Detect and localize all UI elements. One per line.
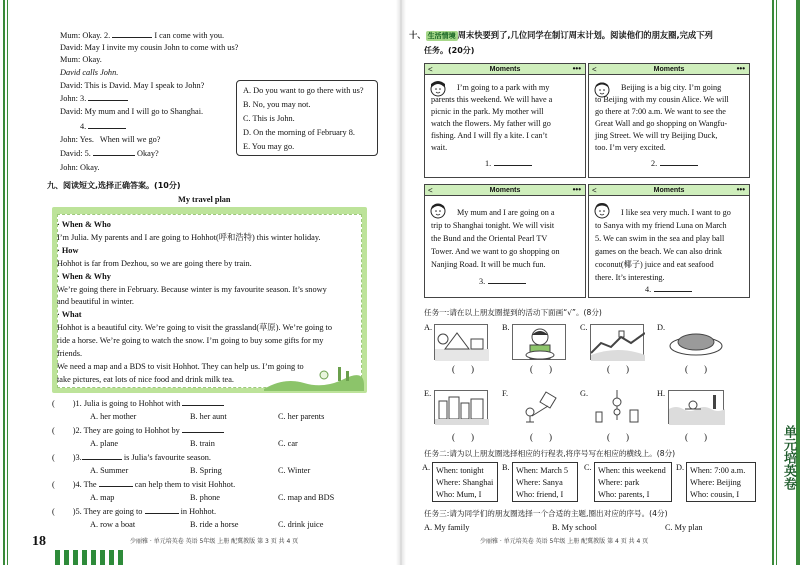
- theme-b[interactable]: B. My school: [552, 523, 597, 532]
- right-footer: 少丽雅 · 单元培英卷 英语 5年级 上册 配冀教版 第 4 页 共 4 页: [480, 538, 649, 545]
- q5-option-a: A. row a boat: [90, 520, 136, 529]
- plan-heading-what: · What: [57, 310, 82, 319]
- plan-text-3: We’re going there in February. Because winter is my favourite season. It’s snowy: [57, 285, 327, 294]
- question-1: ( )1. Julia is going to Hohhot with: [52, 398, 224, 409]
- plan-text-2: Hohhot is far from Dezhou, so we are going there by train.: [57, 259, 252, 268]
- plan-heading-when-who: · When & Who: [57, 220, 111, 229]
- more-icon[interactable]: •••: [736, 185, 745, 194]
- card-header: Moments: [489, 187, 521, 194]
- q2-option-c: C. car: [278, 439, 298, 448]
- itinerary-a-line-2: Where: Shanghai: [436, 478, 494, 487]
- itinerary-b-label: B.: [502, 463, 510, 472]
- back-icon[interactable]: <: [592, 65, 597, 74]
- card4-answer: 4.: [645, 284, 692, 296]
- answer-paren-a[interactable]: ( ): [452, 364, 474, 374]
- swimming-picture: [668, 390, 724, 424]
- q3-option-b: B. Spring: [190, 466, 222, 475]
- back-icon[interactable]: <: [592, 186, 597, 195]
- itinerary-a-label: A.: [422, 463, 431, 472]
- boy-avatar-icon: [429, 201, 447, 221]
- section10-title: 十、 生活情境 周末快要到了,几位同学在制订周末计划。阅读他们的朋友圈,完成下列: [409, 30, 713, 40]
- option-e: E. You may go.: [243, 142, 295, 151]
- itinerary-b-line-2: Where: Sanya: [516, 478, 563, 487]
- side-vertical-text: 单元培英卷: [781, 425, 796, 490]
- moments-card-1: [424, 63, 586, 178]
- back-icon[interactable]: <: [428, 65, 433, 74]
- page-number: 18: [32, 534, 46, 549]
- q2-option-b: B. train: [190, 439, 215, 448]
- great-wall-picture: [590, 324, 644, 360]
- answer-paren-h[interactable]: ( ): [685, 432, 707, 442]
- card1-line-3: picnic in the park. My mother will: [431, 107, 544, 116]
- itinerary-c: [594, 462, 672, 502]
- itinerary-a-line-3: Who: Mum, I: [436, 490, 482, 499]
- plan-text-9: take pictures, eat lots of nice food and drink milk tea.: [57, 375, 234, 384]
- girl-avatar-icon: [593, 201, 611, 221]
- itinerary-c-line-3: Who: parents, I: [598, 490, 650, 499]
- task3-title: 任务三:请为同学们的朋友圈选择一个合适的主题,圈出对应的序号。(4分): [424, 509, 668, 518]
- card3-line-4: Tower. And we want to go shopping on: [431, 247, 560, 256]
- dialogue-line-1: Mum: Okay. 2. I can come with you.: [60, 31, 225, 40]
- answer-paren-g[interactable]: ( ): [607, 432, 629, 442]
- card-header: Moments: [489, 66, 521, 73]
- card2-line-1: Beijing is a big city. I’m going: [621, 83, 722, 92]
- card3-line-1: My mum and I are going on a: [457, 208, 555, 217]
- pic-label-h: H.: [657, 389, 666, 398]
- q5-option-c: C. drink juice: [278, 520, 324, 529]
- q4-option-b: B. phone: [190, 493, 220, 502]
- plan-text-7: friends.: [57, 349, 83, 358]
- card2-line-2: to Beijing with my cousin Alice. We will: [595, 95, 729, 104]
- more-icon[interactable]: •••: [736, 64, 745, 73]
- q3-option-c: C. Winter: [278, 466, 311, 475]
- task1-title: 任务一:请在以上朋友圈提到的活动下面画“√”。(8分): [424, 308, 602, 317]
- moments-card-3: [424, 184, 586, 298]
- pic-label-b: B.: [502, 323, 510, 332]
- card1-line-2: parents this weekend. We will have a: [431, 95, 553, 104]
- card4-line-4: games on the beach. We can also drink: [595, 247, 722, 256]
- card-header: Moments: [653, 66, 685, 73]
- question-4: ( )4. The can help them to visit Hohhot.: [52, 480, 236, 489]
- bund-picture: [434, 390, 488, 424]
- picnic-picture: [434, 324, 488, 360]
- itinerary-c-line-2: Where: park: [598, 478, 640, 487]
- card-header: Moments: [653, 187, 685, 194]
- plan-text-1: I’m Julia. My parents and I are going to Hohhot(呼和浩特) this winter holiday.: [57, 233, 321, 242]
- pic-label-d: D.: [657, 323, 666, 332]
- pic-label-c: C.: [580, 323, 588, 332]
- left-footer: 少丽雅 · 单元培英卷 英语 5年级 上册 配冀教版 第 3 页 共 4 页: [130, 538, 299, 545]
- card3-line-2: trip to Shanghai tonight. We will visit: [431, 221, 555, 230]
- plan-text-8: We need a map and a BDS to visit Hohhot. They can help us. I’m going to: [57, 362, 304, 371]
- answer-paren-c[interactable]: ( ): [607, 364, 629, 374]
- dialogue-line-11: John: Okay.: [60, 163, 100, 172]
- theme-c[interactable]: C. My plan: [665, 523, 703, 532]
- answer-paren-d[interactable]: ( ): [685, 364, 707, 374]
- dialogue-line-5: David: This is David. May I speak to John?: [60, 81, 205, 90]
- card4-line-3: 5. We can swim in the sea and play ball: [595, 234, 725, 243]
- plan-text-4: and beautiful in winter.: [57, 297, 134, 306]
- dialogue-line-2: David: May I invite my cousin John to come with us?: [60, 43, 239, 52]
- itinerary-a: [432, 462, 498, 502]
- moments-card-4: [588, 184, 750, 298]
- option-a: A. Do you want to go there with us?: [243, 86, 364, 95]
- card2-answer: 2.: [651, 158, 698, 170]
- footer-green-bars: [55, 548, 125, 565]
- q1-option-b: B. her aunt: [190, 412, 227, 421]
- itinerary-b-line-3: Who: friend, I: [516, 490, 564, 499]
- card3-line-5: Nanjing Road. It will be much fun.: [431, 260, 546, 269]
- pic-label-a: A.: [424, 323, 433, 332]
- itinerary-a-line-1: When: tonight: [436, 466, 484, 475]
- pic-label-e: E.: [424, 389, 432, 398]
- section10-tag: 生活情境: [427, 32, 456, 40]
- tv-tower-picture: [590, 390, 644, 424]
- back-icon[interactable]: <: [428, 186, 433, 195]
- q4-option-c: C. map and BDS: [278, 493, 335, 502]
- pic-label-f: F.: [502, 389, 509, 398]
- option-b: B. No, you may not.: [243, 100, 311, 109]
- card1-line-5: fishing. And I will fly a kite. I can’t: [431, 131, 548, 140]
- seafood-picture: [668, 324, 724, 360]
- itinerary-d-line-2: Where: Beijing: [690, 478, 741, 487]
- q5-option-b: B. ride a horse: [190, 520, 239, 529]
- task2-title: 任务二:请为以上朋友圈选择相应的行程表,将序号写在相应的横线上。(8分): [424, 449, 676, 458]
- eating-duck-picture: [512, 324, 566, 360]
- card4-line-2: to Sanya with my friend Luna on March: [595, 221, 727, 230]
- moments-card-2: [588, 63, 750, 178]
- card2-line-6: too. I’m very excited.: [595, 143, 666, 152]
- itinerary-d-label: D.: [676, 463, 685, 472]
- dialogue-line-8: 4.: [80, 121, 126, 132]
- card1-line-6: wait.: [431, 143, 448, 152]
- q4-option-a: A. map: [90, 493, 115, 502]
- flying-kite-picture: [512, 390, 566, 424]
- card4-line-5: coconut(椰子) juice and eat seafood: [595, 260, 714, 269]
- dialogue-line-10: David: 5. Okay?: [60, 149, 159, 158]
- question-5: ( )5. They are going to in Hohhot.: [52, 507, 217, 516]
- option-d: D. On the morning of February 8.: [243, 128, 355, 137]
- plan-heading-when-why: · When & Why: [57, 272, 111, 281]
- question-3: ( )3. is Julia’s favourite season.: [52, 453, 211, 462]
- pic-label-g: G.: [580, 389, 589, 398]
- section9-title: 九、阅读短文,选择正确答案。(10分): [47, 181, 181, 190]
- plan-text-5: Hohhot is a beautiful city. We’re going to visit the grassland(草原). We’re going to: [57, 323, 333, 332]
- dialogue-line-7: David: My mum and I will go to Shanghai.: [60, 107, 204, 116]
- card3-answer: 3.: [479, 276, 526, 288]
- plan-text-6: ride a horse. We’re going to watch the snow. I’m going to buy some gifts for my: [57, 336, 324, 345]
- answer-paren-e[interactable]: ( ): [452, 432, 474, 442]
- dialogue-line-3: Mum: Okay.: [60, 55, 102, 64]
- dialogue-line-6: John: 3.: [60, 93, 128, 104]
- answer-paren-b[interactable]: ( ): [530, 364, 552, 374]
- options-box: [236, 80, 378, 156]
- more-icon[interactable]: •••: [572, 185, 581, 194]
- card4-line-1: I like sea very much. I want to go: [621, 208, 731, 217]
- question-2: ( )2. They are going to Hohhot by: [52, 425, 224, 436]
- itinerary-c-line-1: When: this weekend: [598, 466, 666, 475]
- itinerary-d: [686, 462, 756, 502]
- q1-option-a: A. her mother: [90, 412, 137, 421]
- plan-title: My travel plan: [178, 195, 231, 204]
- card1-line-1: I’m going to a park with my: [457, 83, 550, 92]
- q1-option-c: C. her parents: [278, 412, 325, 421]
- itinerary-c-label: C.: [584, 463, 592, 472]
- section10-title-line2: 任务。(20分): [424, 46, 475, 55]
- card2-line-4: Great Wall and go shopping on Wangfu-: [595, 119, 728, 128]
- theme-a[interactable]: A. My family: [424, 523, 470, 532]
- q3-option-a: A. Summer: [90, 466, 129, 475]
- left-border-decoration: [0, 0, 30, 565]
- answer-paren-f[interactable]: ( ): [530, 432, 552, 442]
- card4-line-6: there. It’s interesting.: [595, 273, 665, 282]
- dialogue-line-4: David calls John.: [60, 68, 119, 77]
- itinerary-d-line-1: When: 7:00 a.m.: [690, 466, 746, 475]
- option-c: C. This is John.: [243, 114, 295, 123]
- itinerary-b: [512, 462, 578, 502]
- card1-line-4: watch the flowers. My father will go: [431, 119, 551, 128]
- q2-option-a: A. plane: [90, 439, 119, 448]
- card3-line-3: the Bund and the Oriental Pearl TV: [431, 234, 548, 243]
- dialogue-line-9: John: Yes. When will we go?: [60, 135, 161, 144]
- card1-answer: 1.: [485, 158, 532, 170]
- plan-heading-how: · How: [57, 246, 79, 255]
- card2-line-5: jing Street. We will try Beijing Duck,: [595, 131, 718, 140]
- card2-line-3: go there at 7:00 a.m. We want to see the: [595, 107, 726, 116]
- more-icon[interactable]: •••: [572, 64, 581, 73]
- right-page: [400, 0, 800, 565]
- itinerary-b-line-1: When: March 5: [516, 466, 569, 475]
- itinerary-d-line-3: Who: cousin, I: [690, 490, 740, 499]
